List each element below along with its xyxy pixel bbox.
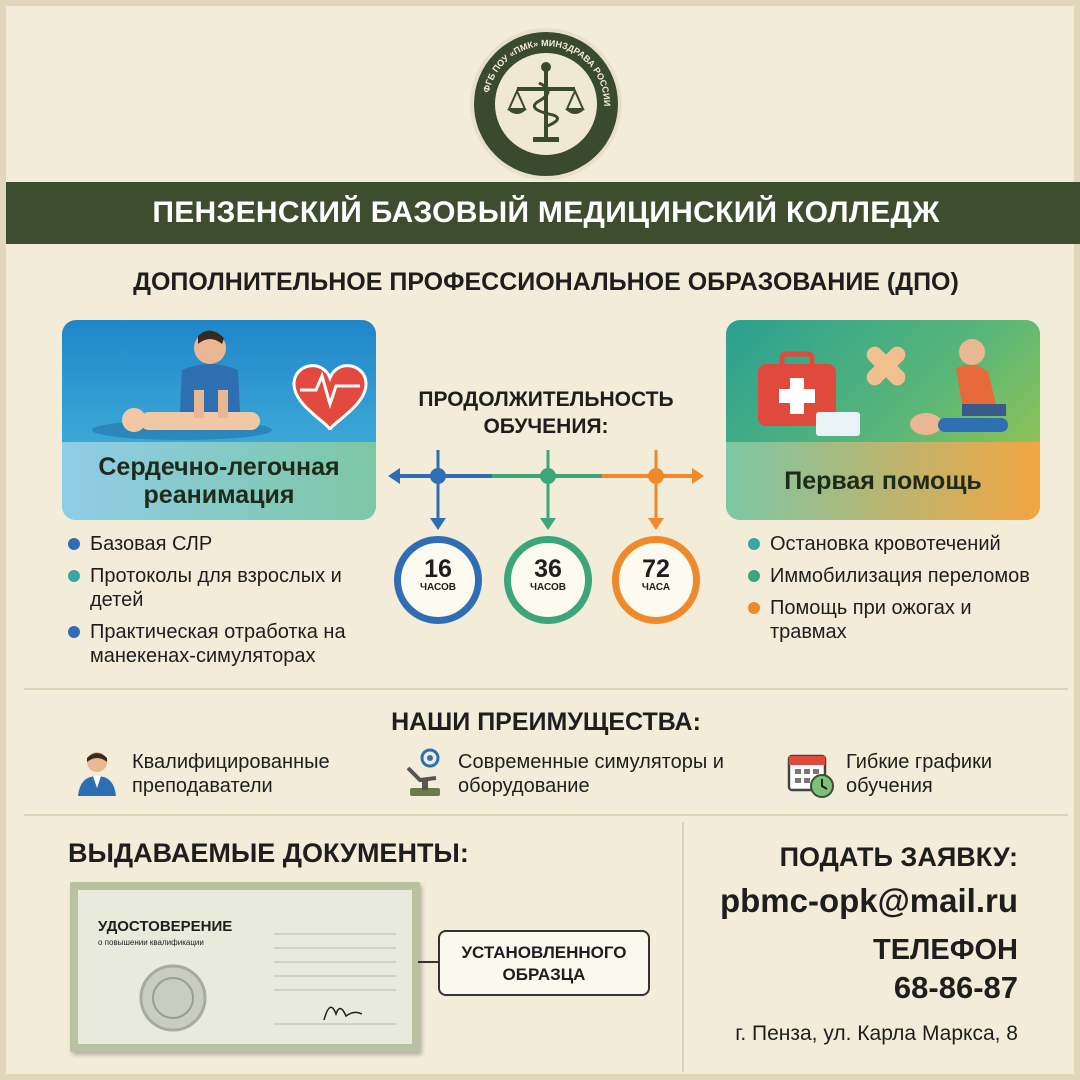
duration-option-16: 16 ЧАСОВ: [394, 536, 482, 624]
connector-line: [418, 956, 440, 968]
calendar-clock-icon: [786, 748, 836, 798]
phone-label: ТЕЛЕФОН: [873, 934, 1018, 966]
duration-option-36: 36 ЧАСОВ: [504, 536, 592, 624]
duration-title: ПРОДОЛЖИТЕЛЬНОСТЬ ОБУЧЕНИЯ:: [418, 388, 674, 438]
advantages-title: НАШИ ПРЕИМУЩЕСТВА:: [391, 708, 701, 736]
advantage-simulators: Современные симуляторы и оборудование: [458, 751, 724, 797]
official-form-tag: УСТАНОВЛЕННОГО ОБРАЗЦА: [438, 930, 650, 996]
apply-label: ПОДАТЬ ЗАЯВКУ:: [779, 842, 1018, 872]
list-item: Иммобилизация переломов: [748, 564, 1048, 588]
teacher-icon: [74, 748, 120, 798]
first-aid-illustration-icon: [726, 320, 1040, 450]
cpr-topics-list: [68, 532, 388, 676]
list-item: Протоколы для взрослых и детей: [68, 564, 388, 612]
page-title: ПЕНЗЕНСКИЙ БАЗОВЫЙ МЕДИЦИНСКИЙ КОЛЛЕДЖ: [152, 196, 940, 229]
cpr-illustration-icon: [62, 320, 376, 450]
divider: [24, 688, 1068, 690]
duration-timeline: [386, 446, 706, 536]
cpr-course-title: Сердечно-легочная реанимация: [62, 442, 376, 520]
certificate-seal-icon: [78, 890, 412, 1044]
certificate-subtitle: о повышении квалификации: [98, 938, 204, 947]
first-aid-course-title: Первая помощь: [726, 442, 1040, 520]
advantage-teachers: Квалифицированные преподаватели: [132, 751, 330, 797]
cpr-course-card: [62, 320, 376, 520]
list-item: Базовая СЛР: [68, 532, 388, 556]
simulator-equipment-icon: [400, 748, 448, 798]
duration-option-72: 72 ЧАСА: [612, 536, 700, 624]
certificate-title: УДОСТОВЕРЕНИЕ: [98, 918, 233, 935]
page-subtitle: ДОПОЛНИТЕЛЬНОЕ ПРОФЕССИОНАЛЬНОЕ ОБРАЗОВАНИЕ (ДПО): [133, 268, 959, 296]
contact-email[interactable]: pbmc-opk@mail.ru: [719, 882, 1018, 919]
contact-phone[interactable]: 68-86-87: [893, 970, 1018, 1005]
logo-ring-text: ФГБ ПОУ «ПМК» МИНЗДРАВА РОССИИ: [481, 37, 613, 107]
documents-title: ВЫДАВАЕМЫЕ ДОКУМЕНТЫ:: [68, 838, 469, 868]
college-logo: [470, 28, 622, 180]
divider: [24, 814, 1068, 816]
contact-address: г. Пенза, ул. Карла Маркса, 8: [735, 1022, 1018, 1045]
first-aid-topics-list: [748, 532, 1048, 652]
list-item: Помощь при ожогах и травмах: [748, 596, 1048, 644]
caduceus-scales-icon: [492, 50, 600, 158]
divider: [682, 822, 684, 1072]
list-item: Остановка кровотечений: [748, 532, 1048, 556]
first-aid-course-card: [726, 320, 1040, 520]
advantage-schedules: Гибкие графики обучения: [846, 751, 993, 797]
certificate-image: [70, 882, 420, 1052]
list-item: Практическая отработка на манекенах-симуляторах: [68, 620, 388, 668]
